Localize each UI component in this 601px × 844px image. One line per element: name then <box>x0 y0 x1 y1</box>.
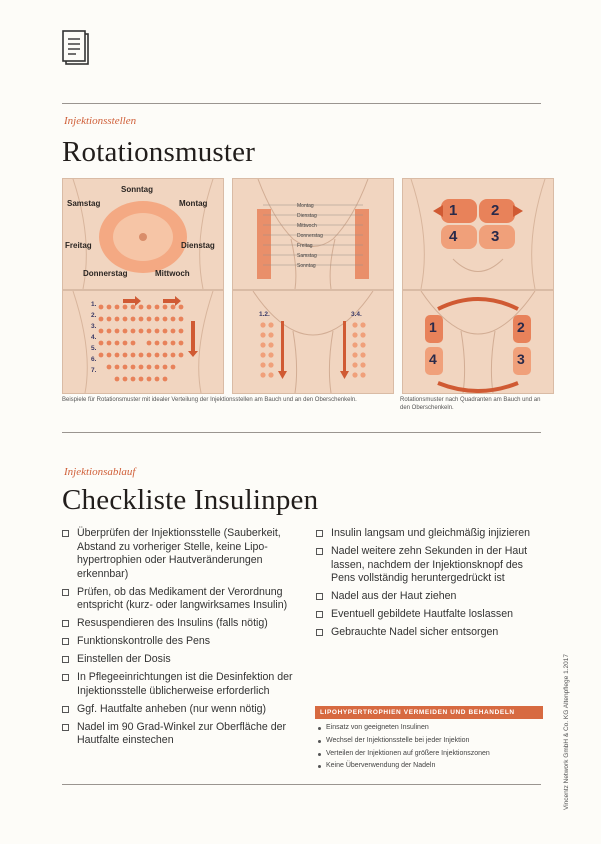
checklist-item: Nadel weitere zehn Sekunden in der Haut lassen, nachdem der Injektionsknopf des Pens vollständig heruntergedrückt ist <box>316 545 548 586</box>
caption-right: Rotationsmuster nach Quadranten am Bauch und an den Oberschenkeln. <box>400 397 541 411</box>
bottom-divider <box>62 784 541 785</box>
quadrant-3: 3 <box>491 228 500 245</box>
checklist-item: Funktionskontrolle des Pens <box>62 635 308 649</box>
panel-abdomen-quadrants <box>402 178 554 290</box>
grid-row-number: 3. <box>91 323 97 330</box>
checkbox-icon <box>62 724 69 731</box>
grid-row-number: 4. <box>91 334 97 341</box>
label-dienstag: Dienstag <box>181 241 215 250</box>
document-icon <box>60 28 94 68</box>
title-rotationsmuster: Rotationsmuster <box>62 136 256 168</box>
checkbox-icon <box>62 620 69 627</box>
checklist-item: In Pflegeeinrichtungen ist die Desinfektion der Injektionsstelle üblicherweise erforderlich <box>62 671 308 698</box>
checklist-left <box>62 527 308 752</box>
checklist-item: Nadel im 90 Grad-Winkel zur Oberfläche der Hautfalte einstechen <box>62 721 308 748</box>
grid-row-number: 1. <box>91 301 97 308</box>
day-row: Mittwoch <box>297 223 317 229</box>
checkbox-icon <box>316 530 323 537</box>
checkbox-icon <box>316 611 323 618</box>
checklist-item: Einstellen der Dosis <box>62 653 308 667</box>
checklist-item: Resuspendieren des Insulins (falls nötig) <box>62 617 308 631</box>
panel-thighs-dots <box>232 290 394 394</box>
checklist-right <box>316 527 548 644</box>
checkbox-icon <box>62 674 69 681</box>
grid-row-number: 6. <box>91 356 97 363</box>
grid-row-number: 2. <box>91 312 97 319</box>
lipo-item: Keine Überverwendung der Nadeln <box>318 760 490 773</box>
day-row: Dienstag <box>297 213 317 219</box>
checklist-item: Eventuell gebildete Hautfalte loslassen <box>316 608 548 622</box>
label-freitag: Freitag <box>65 241 92 250</box>
label-montag: Montag <box>179 199 208 208</box>
thigh-quadrant-2: 2 <box>517 319 525 335</box>
thigh-label-right: 3.4. <box>351 311 362 318</box>
thigh-quadrant-3: 3 <box>517 351 525 367</box>
checkbox-icon <box>62 589 69 596</box>
section-kicker-injektionsablauf: Injektionsablauf <box>64 466 136 478</box>
label-donnerstag: Donnerstag <box>83 269 128 278</box>
day-row: Donnerstag <box>297 233 323 239</box>
label-mittwoch: Mittwoch <box>155 269 190 278</box>
day-row: Montag <box>297 203 314 209</box>
top-divider <box>62 103 541 104</box>
checkbox-icon <box>316 548 323 555</box>
checklist-item: Prüfen, ob das Medikament der Verordnung entspricht (kurz- oder langwirksames Insulin) <box>62 586 308 613</box>
lipo-box-title: LIPOHYPERTROPHIEN VERMEIDEN UND BEHANDELN <box>315 706 543 719</box>
panel-thighs-daylist <box>232 178 394 290</box>
checkbox-icon <box>316 593 323 600</box>
lipo-item: Einsatz von geeigneten Insulinen <box>318 722 490 735</box>
checklist-item: Gebrauchte Nadel sicher entsorgen <box>316 626 548 640</box>
label-sonntag: Sonntag <box>121 185 153 194</box>
checklist-item: Insulin langsam und gleichmäßig injizieren <box>316 527 548 541</box>
lipo-item: Wechsel der Injektionsstelle bei jeder Injektion <box>318 735 490 748</box>
checklist-item: Überprüfen der Injektionsstelle (Sauberkeit, Abstand zu vorheriger Stelle, keine Lipo-hypertrophien oder Hautveränderungen erkennbar) <box>62 527 308 581</box>
day-row: Freitag <box>297 243 313 249</box>
checkbox-icon <box>62 530 69 537</box>
panel-abdomen-circle <box>62 178 224 290</box>
caption-left: Beispiele für Rotationsmuster mit idealer Verteilung der Injektionsstellen am Bauch und an den Oberschenkeln. <box>62 397 357 403</box>
grid-row-number: 7. <box>91 367 97 374</box>
lipo-item: Verteilen der Injektionen auf größere Injektionszonen <box>318 748 490 761</box>
thigh-label-left: 1.2. <box>259 311 270 318</box>
day-row: Samstag <box>297 253 317 259</box>
checkbox-icon <box>62 656 69 663</box>
title-checkliste: Checkliste Insulinpen <box>62 484 319 516</box>
panel-thigh-quadrants <box>402 290 554 394</box>
publisher-sidenote <box>560 650 574 810</box>
checkbox-icon <box>62 706 69 713</box>
publisher-sidenote-text: Vincentz Network GmbH & Co. KG Altenpflege 1.2017 <box>563 654 570 810</box>
checkbox-icon <box>62 638 69 645</box>
section-kicker-injektionsstellen: Injektionsstellen <box>64 115 137 127</box>
middle-divider <box>62 432 541 433</box>
checklist-item: Ggf. Hautfalte anheben (nur wenn nötig) <box>62 703 308 717</box>
checkbox-icon <box>316 629 323 636</box>
quadrant-2: 2 <box>491 202 500 219</box>
thigh-quadrant-1: 1 <box>429 319 437 335</box>
day-row: Sonntag <box>297 263 316 269</box>
thigh-quadrant-4: 4 <box>429 351 437 367</box>
label-samstag: Samstag <box>67 199 101 208</box>
panel-abdomen-grid <box>62 290 224 394</box>
grid-row-number: 5. <box>91 345 97 352</box>
checklist-item: Nadel aus der Haut ziehen <box>316 590 548 604</box>
lipo-list <box>318 722 490 773</box>
quadrant-4: 4 <box>449 228 458 245</box>
quadrant-1: 1 <box>449 202 458 219</box>
